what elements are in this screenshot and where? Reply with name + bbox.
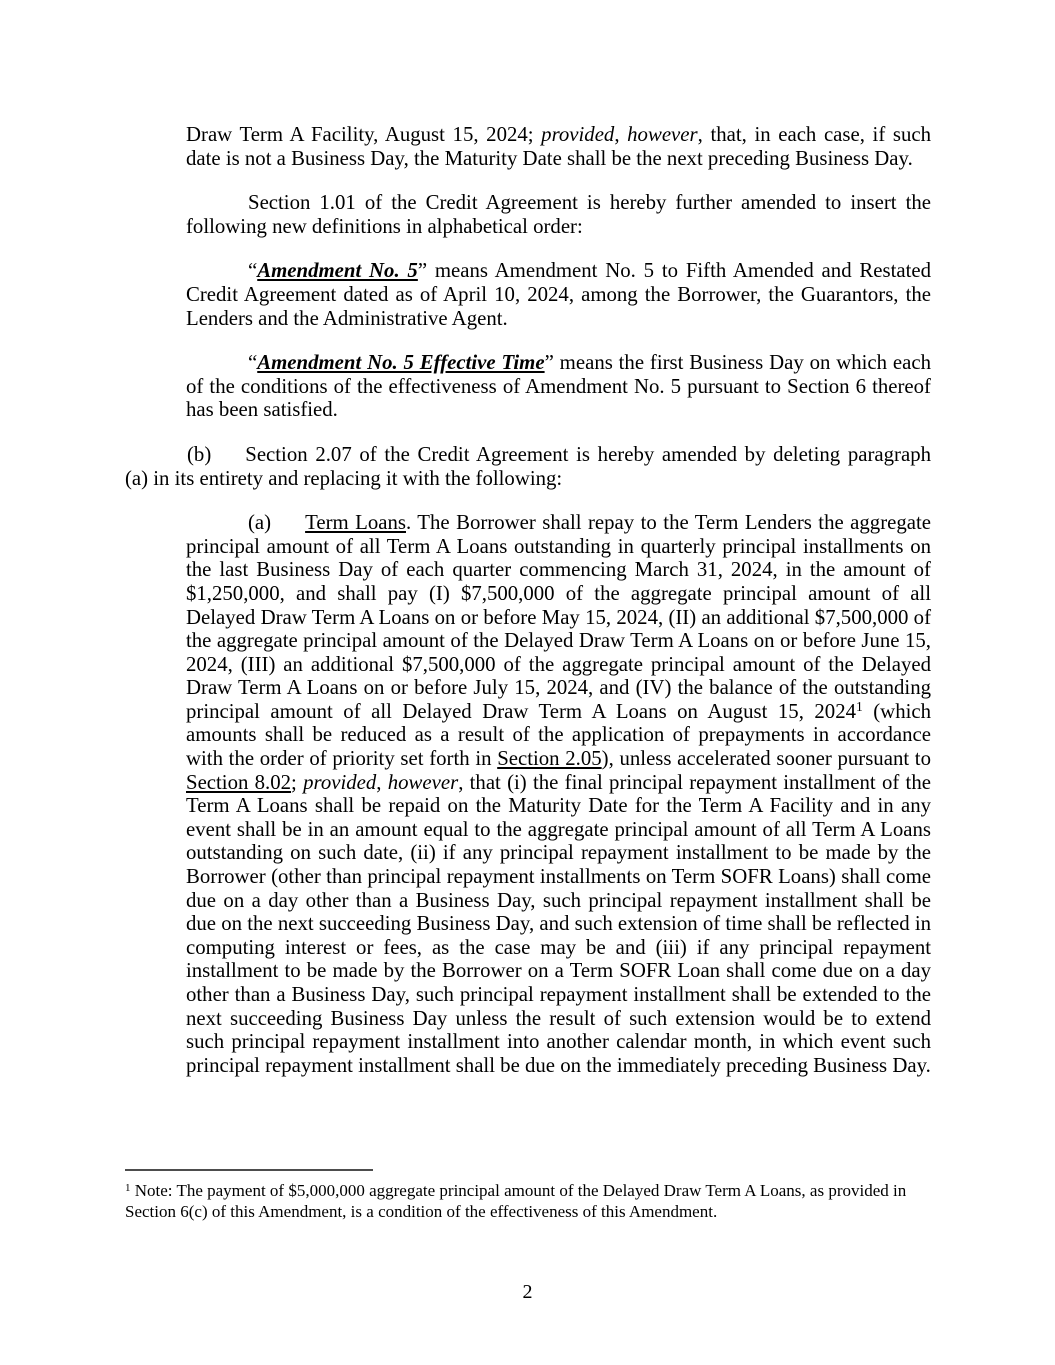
document-body xyxy=(125,123,931,1098)
text-segment: Section 8.02 xyxy=(186,770,292,794)
text-segment: , that, in each case, if such date is not a Business Day, the Maturity Date shall be the next preceding Business Day. xyxy=(186,123,932,170)
amendment-no-5-definition-paragraph xyxy=(186,259,931,330)
term-loans-paragraph xyxy=(186,511,931,1077)
text-segment: Term Loans xyxy=(305,511,406,535)
footnote-body: Note: The payment of $5,000,000 aggregate principal amount of the Delayed Draw Term A Loans, as provided in Section 6(c) of this Amendment, is a condition of the effectiveness of this Amendment. xyxy=(125,1181,907,1221)
maturity-date-continuation-paragraph xyxy=(186,123,931,170)
text-segment: provided xyxy=(541,123,615,146)
amendment-no-5-effective-time-definition-paragraph xyxy=(186,351,931,422)
text-segment: 1 xyxy=(856,698,863,714)
text-segment: ), unless accelerated sooner pursuant to xyxy=(601,747,931,771)
footnote-area xyxy=(125,1169,931,1222)
text-segment: (b) xyxy=(187,442,212,466)
text-segment: (which amounts shall be reduced as a result of the application of prepayments in accordance with the order of priority set forth in xyxy=(186,699,932,771)
text-segment: provided xyxy=(303,770,377,794)
section-101-amendment-paragraph xyxy=(186,191,931,238)
text-segment: (a) xyxy=(248,511,272,535)
text-segment: Draw Term A Facility, August 15, 2024; xyxy=(186,123,542,146)
text-segment: , xyxy=(614,123,628,146)
text-segment: . The Borrower shall repay to the Term Lenders the aggregate principal amount of all Term A Loans outstanding in quarterly principal installments on the last Business Day of each quarter commencing March 31, 2024, in the amount of $1,250,000, and shall pay (I) $7,500,000 of the aggregate principal amount of all Delayed Draw Term A Loans on or before May 15, 2024, (II) an additional $7,500,000 of the aggregate principal amount of the Delayed Draw Term A Loans on or before June 15, 2024, (III) an additional $7,500,000 of the aggregate principal amount of the Delayed Draw Term A Loans on or before July 15, 2024, and (IV) the balance of the outstanding principal amount of all Delayed Draw Term A Loans on August 15, 2024 xyxy=(186,511,932,723)
text-segment: Amendment No. 5 Effective Time xyxy=(257,351,545,375)
page-number: 2 xyxy=(522,1281,533,1303)
text-segment: Section 1.01 of the Credit Agreement is hereby further amended to insert the following new definitions in alphabetical order: xyxy=(186,191,931,238)
text-segment: ; xyxy=(291,770,304,794)
text-segment: ” means Amendment No. 5 to Fifth Amended and Restated Credit Agreement dated as of April 10, 2024, among the Borrower, the Guarantors, the Lenders and the Administrative Agent. xyxy=(186,259,931,330)
text-segment: Amendment No. 5 xyxy=(257,259,418,283)
text-segment: , xyxy=(376,770,388,794)
text-segment: however xyxy=(627,123,698,146)
text-segment: Section 2.07 of the Credit Agreement is hereby amended by deleting paragraph (a) in its entirety and replacing it with the following: xyxy=(125,442,931,490)
section-207-amendment-paragraph xyxy=(125,443,931,490)
text-segment: Section 2.05 xyxy=(497,747,602,771)
text-segment: , that (i) the final principal repayment installment of the Term A Loans shall be repaid on the Maturity Date for the Term A Facility and in any event shall be in an amount equal to the aggregate principal amount of all Term A Loans outstanding on such date, (ii) if any principal repayment installment to be made by the Borrower (other than principal repayment installments on Term SOFR Loans) shall come due on a day other than a Business Day, such principal repayment installment shall be due on the next succeeding Business Day, and such extension of time shall be reflected in computing interest or fees, as the case may be and (iii) if any principal repayment installment to be made by the Borrower on a Term SOFR Loan shall come due on a day other than a Business Day, such principal repayment installment shall be extended to the next succeeding Business Day unless the result of such extension would be to extend such principal repayment installment into another calendar month, in which event such principal repayment installment shall be due on the immediately preceding Business Day. xyxy=(186,770,931,1077)
footnote-text xyxy=(125,1180,931,1222)
text-segment: “ xyxy=(248,259,258,283)
text-segment: “ xyxy=(248,351,258,375)
text-segment: however xyxy=(387,770,459,794)
footnote-marker: 1 xyxy=(125,1182,131,1194)
footnote-separator-rule xyxy=(125,1169,373,1171)
text-segment: ” means the first Business Day on which each of the conditions of the effectiveness of Amendment No. 5 pursuant to Section 6 thereof has been satisfied. xyxy=(186,351,931,422)
